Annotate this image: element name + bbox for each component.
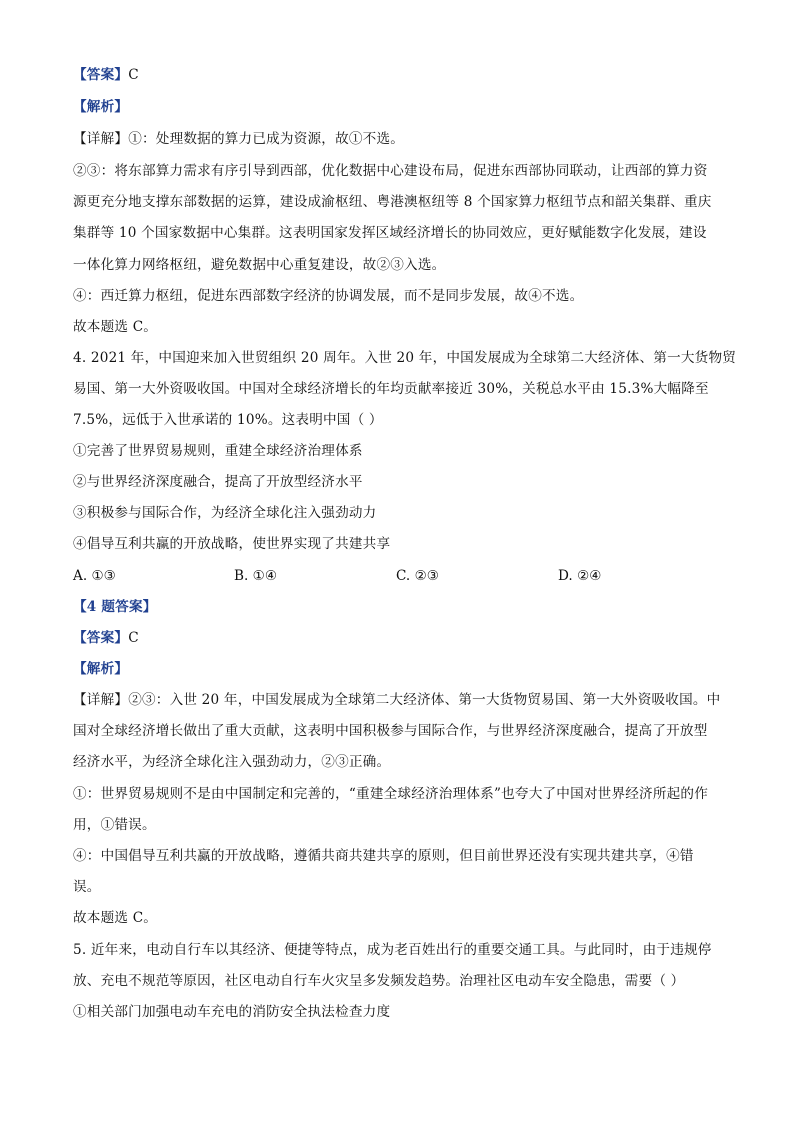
paragraph-line: 源更充分地支撑东部数据的运算，建设成渝枢纽、粤港澳枢纽等 8 个国家算力枢纽节点和韶关集群、重庆: [73, 194, 712, 210]
answer-section-heading: [73, 597, 733, 617]
paragraph-line: 经济水平，为经济全球化注入强劲动力，②③正确。: [73, 754, 391, 770]
option-label: D.: [558, 568, 573, 584]
paragraph-line: 一体化算力网络枢纽，避免数据中心重复建设，故②③入选。: [73, 257, 446, 273]
paragraph-line: 用，①错误。: [73, 817, 156, 833]
question-stem-line: 4. 2021 年，中国迎来加入世贸组织 20 周年。入世 20 年，中国发展成为全球第二大经济体、第一大货物贸: [73, 350, 737, 366]
analysis-tag: 【解析】: [73, 661, 129, 677]
question-stem-line: 放、充电不规范等原因，社区电动自行车火灾呈多发频发趋势。治理社区电动车安全隐患，需要（ ）: [73, 973, 685, 989]
question-stem-line: 7.5%，远低于入世承诺的 10%。这表明中国（ ）: [73, 412, 383, 428]
question-stem-line: 5. 近年来，电动自行车以其经济、便捷等特点，成为老百姓出行的重要交通工具。与此同时，由于违规停: [73, 942, 712, 958]
paragraph-line: ②③：将东部算力需求有序引导到西部，优化数据中心建设布局，促进东西部协同联动，让西部的算力资: [73, 163, 708, 179]
option-d: [558, 566, 601, 586]
conclusion-line: 故本题选 C。: [73, 319, 158, 335]
paragraph-line: ①：世界贸易规则不是由中国制定和完善的，“重建全球经济治理体系”也夸大了中国对世界经济所起的作: [73, 786, 709, 802]
answer-tag: 【答案】: [73, 67, 129, 83]
statement-item-3: ③积极参与国际合作，为经济全球化注入强劲动力: [73, 505, 377, 521]
analysis-heading-q3: [73, 97, 733, 117]
answer-section-tag: 【4 题答案】: [73, 599, 157, 615]
statement-item-1: ①完善了世界贸易规则，重建全球经济治理体系: [73, 443, 363, 459]
option-value: ①③: [91, 568, 116, 584]
option-value: ①④: [252, 568, 278, 584]
option-a: [73, 566, 116, 586]
answer-value: C: [128, 630, 139, 646]
statement-item-2: ②与世界经济深度融合，提高了开放型经济水平: [73, 474, 363, 490]
analysis-heading-q4: [73, 659, 733, 679]
detail-line-q4: [73, 690, 733, 710]
answer-tag: 【答案】: [73, 630, 129, 646]
paragraph-line: 集群等 10 个国家数据中心集群。这表明国家发挥区域经济增长的协同效应，更好赋能数字化发展，建设: [73, 225, 707, 241]
statement-item-1: ①相关部门加强电动车充电的消防安全执法检查力度: [73, 1004, 391, 1020]
detail-text: ①：处理数据的算力已成为资源，故①不选。: [128, 131, 405, 147]
paragraph-line: 国对全球经济增长做出了重大贡献，这表明中国积极参与国际合作，与世界经济深度融合，提高了开放型: [73, 723, 708, 739]
detail-tag: 【详解】: [73, 131, 129, 147]
option-label: C.: [396, 568, 411, 584]
option-label: A.: [73, 568, 88, 584]
detail-tag: 【详解】: [73, 692, 129, 708]
analysis-tag: 【解析】: [73, 99, 129, 115]
conclusion-line: 故本题选 C。: [73, 910, 158, 926]
paragraph-line: 误。: [73, 879, 101, 895]
option-b: [234, 566, 277, 586]
statement-item-4: ④倡导互利共赢的开放战略，使世界实现了共建共享: [73, 536, 391, 552]
option-label: B.: [234, 568, 249, 584]
detail-line-q3: [73, 129, 733, 149]
answer-line-q3: [73, 65, 733, 85]
answer-value: C: [128, 67, 139, 83]
paragraph-line: ④：西迁算力枢纽，促进东西部数字经济的协调发展，而不是同步发展，故④不选。: [73, 288, 584, 304]
option-value: ②③: [414, 568, 439, 584]
option-value: ②④: [577, 568, 602, 584]
question-stem-line: 易国、第一大外资吸收国。中国对全球经济增长的年均贡献率接近 30%，关税总水平由 15.3%大幅降至: [73, 381, 709, 397]
detail-text: ②③：入世 20 年，中国发展成为全球第二大经济体、第一大货物贸易国、第一大外资吸收国。中: [128, 692, 721, 708]
option-c: [396, 566, 439, 586]
paragraph-line: ④：中国倡导互利共赢的开放战略，遵循共商共建共享的原则，但目前世界还没有实现共建共享，④错: [73, 848, 694, 864]
answer-line-q4: [73, 628, 733, 648]
